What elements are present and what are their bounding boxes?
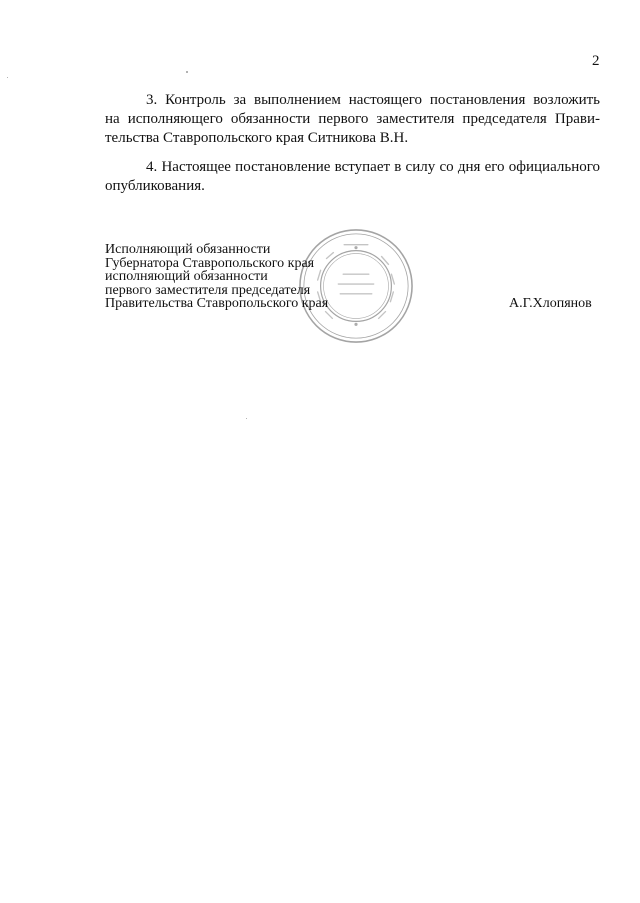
official-seal-stamp: [297, 227, 415, 345]
paragraph-line: на исполняющего обязанности первого заместителя председателя Прави-: [105, 111, 600, 127]
signature-title-line: Исполняющий обязанности: [105, 242, 271, 257]
paragraph-line: тельства Ставропольского края Ситникова В.Н.: [105, 130, 409, 146]
signature-title-line: первого заместителя председателя: [105, 283, 311, 298]
scan-speck: [7, 77, 8, 78]
signature-title-line: исполняющий обязанности: [105, 269, 268, 284]
signature-title-line: Губернатора Ставропольского края: [105, 256, 315, 271]
signatory-name: А.Г.Хлопянов: [509, 296, 592, 311]
paragraph-line: опубликования.: [105, 178, 205, 194]
signature-title-line: Правительства Ставропольского края: [105, 296, 329, 311]
scan-speck: [246, 418, 247, 419]
page-number: 2: [592, 53, 600, 69]
scan-speck: [186, 71, 188, 73]
paragraph-line: 3. Контроль за выполнением настоящего постановления возложить: [146, 92, 600, 108]
paragraph-line: 4. Настоящее постановление вступает в силу со дня его официального: [146, 159, 600, 175]
